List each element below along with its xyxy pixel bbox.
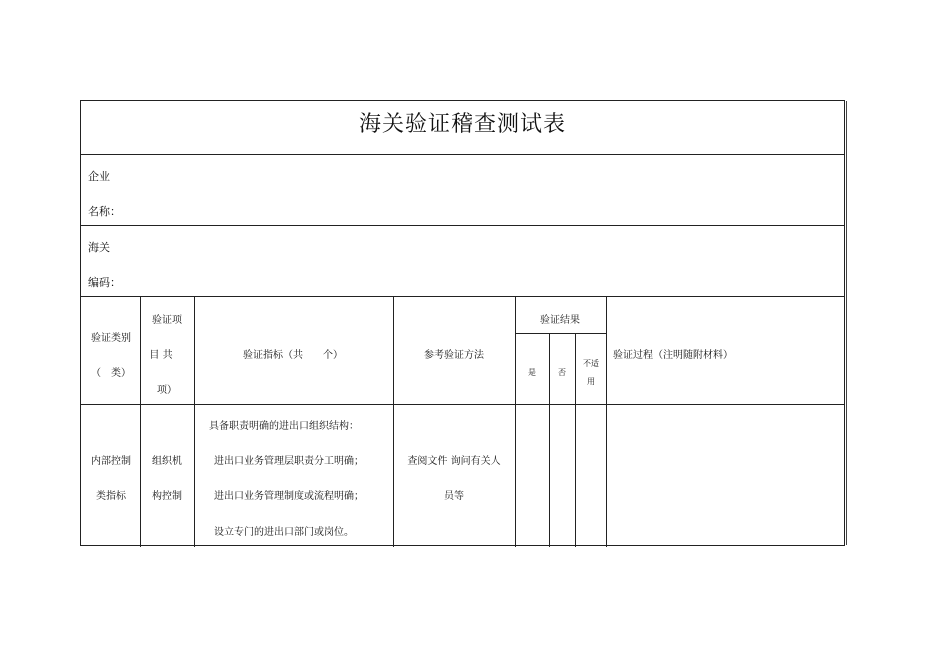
header-item-1: 验证项	[152, 315, 182, 326]
row-item-1: 组织机	[152, 456, 182, 467]
cell-yes[interactable]	[515, 404, 549, 547]
customs-label-2: 编码：	[88, 276, 121, 289]
header-na-2: 用	[587, 377, 595, 386]
customs-label-1: 海关	[88, 241, 110, 254]
header-result: 验证结果	[540, 315, 580, 326]
row-category-1: 内部控制	[91, 456, 131, 467]
header-category-2: （ 类）	[91, 368, 131, 379]
row-item-2: 构控制	[152, 491, 182, 502]
row-indicator-line-3: 进出口业务管理制度或流程明确；	[214, 491, 364, 502]
cell-na[interactable]	[575, 404, 606, 547]
header-na-1: 不适	[583, 359, 599, 368]
row-indicator-line-1: 具备职责明确的进出口组织结构：	[209, 421, 359, 432]
col-divider-2	[194, 297, 195, 547]
enterprise-name-row	[81, 155, 844, 226]
enterprise-label-2: 名称：	[88, 205, 121, 218]
row-method-2: 员等	[444, 491, 464, 502]
header-indicator: 验证指标（共 个）	[243, 350, 343, 361]
cell-process[interactable]	[606, 404, 846, 547]
col-divider-1	[140, 297, 141, 547]
title-row	[81, 101, 844, 155]
header-process: 验证过程（注明随附材料）	[613, 350, 733, 361]
header-no: 否	[558, 368, 566, 377]
header-item-2: 目 共	[149, 350, 173, 361]
row-indicator-line-2: 进出口业务管理层职责分工明确；	[214, 456, 364, 467]
col-divider-3	[393, 297, 394, 547]
row-category-2: 类指标	[96, 491, 126, 502]
customs-code-row	[81, 226, 844, 297]
cell-no[interactable]	[549, 404, 575, 547]
header-yes: 是	[528, 368, 536, 377]
row-indicator-line-4: 设立专门的进出口部门或岗位。	[214, 527, 354, 538]
page-title: 海关验证稽查测试表	[358, 112, 566, 137]
header-category-1: 验证类别	[91, 333, 131, 344]
row-method-1: 查阅文件 询问有关人	[407, 456, 501, 467]
header-item-3: 项）	[157, 385, 177, 396]
verification-form	[80, 100, 845, 546]
result-subheader-line	[515, 333, 606, 334]
header-method: 参考验证方法	[424, 350, 484, 361]
enterprise-label-1: 企业	[88, 170, 110, 183]
